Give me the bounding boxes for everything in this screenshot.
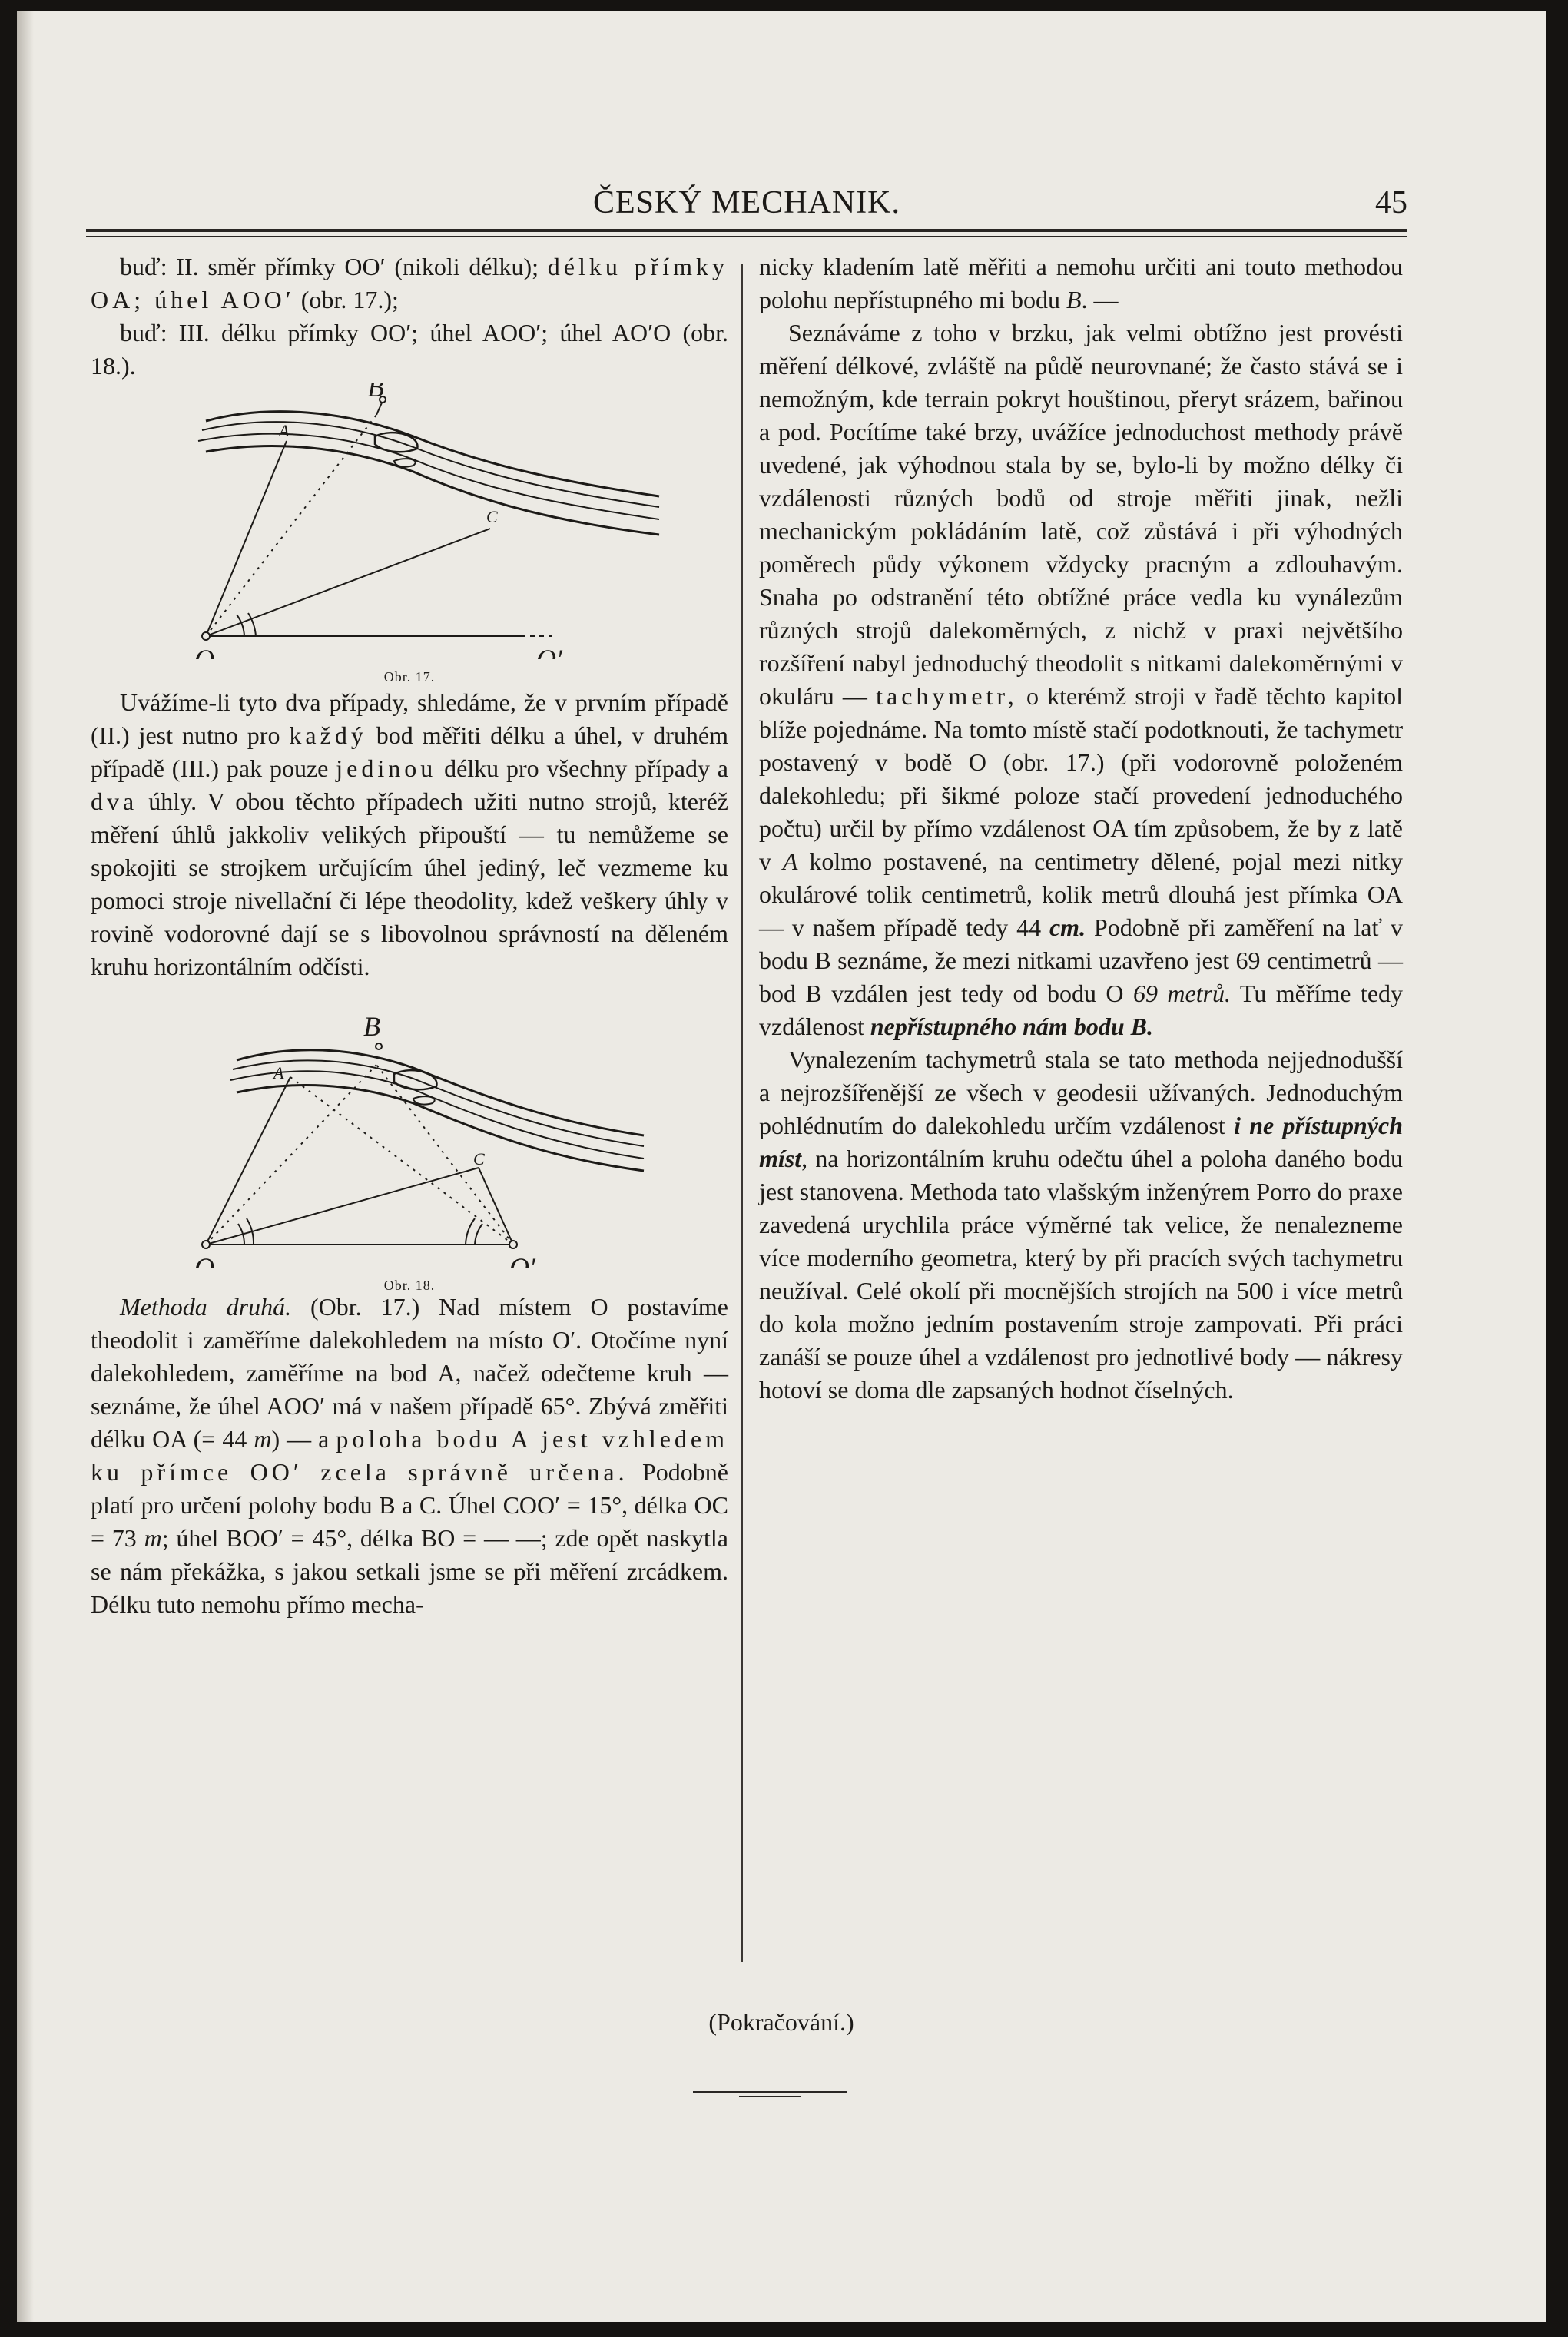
measurement-lines: [206, 1065, 513, 1245]
label-O: O: [194, 1252, 214, 1268]
figure-17-caption: Obr. 17.: [383, 669, 436, 685]
point-O-prime: [509, 1241, 517, 1248]
label-O-prime: O′: [536, 644, 562, 659]
page: [17, 11, 1546, 2322]
river-band: [198, 412, 659, 535]
page-number: 45: [1375, 185, 1407, 220]
end-ornament-rule: [693, 2091, 847, 2093]
point-O: [202, 632, 210, 640]
label-C: C: [486, 507, 498, 526]
binding-edge: [17, 11, 34, 2322]
line-OA: [206, 441, 287, 636]
header-rule: [86, 229, 1407, 232]
column-divider: [741, 264, 743, 1962]
label-C: C: [473, 1149, 485, 1168]
figure-17-diagram: [91, 383, 728, 659]
method-two-heading: Methoda druhá.: [120, 1293, 292, 1321]
end-ornament-rule-short: [739, 2096, 801, 2097]
line-OA: [206, 1077, 290, 1245]
label-A: A: [273, 1063, 284, 1082]
label-O-prime: O′: [509, 1252, 535, 1268]
river-band: [230, 1050, 644, 1171]
paragraph-continued: nicky kladením latě měřiti a nemohu určiti ani touto methodou polohu nepřístupného mi bodu B. —: [759, 253, 1403, 313]
label-O: O: [194, 644, 214, 659]
point-O: [202, 1241, 210, 1248]
label-B: B: [363, 1011, 380, 1042]
point-B: [376, 1043, 382, 1049]
continuation-note: (Pokračování.): [708, 2008, 854, 2036]
paragraph-tachymeter: Seznáváme z toho v brzku, jak velmi obtížno jest provésti měření délkové, zvláště na půdě neurovnané; že často stává se i nemožným, kde terrain pokryt houštinou, přeryt srázem, bařinou a pod. Pocítíme také brzy, uvážíce jednoduchost methody právě uvedené, jak výhodnou stala by se, bylo-li by možno délky či vzdálenosti různých bodů od stroje měřiti jinak, nežli mechanickým pokládáním latě, což zůstává i při výhodných poměrech půdy výkonem vždycky pracným a zdlouhavým. Snaha po odstranění této obtížné práce vedla ku vynálezům různých strojů dalekoměrných, z nichž v praxi největšího rozšíření nabyl jednoduchý theodolit s nitkami dalekoměrnými v okuláru — tachymetr, o kterémž stroji v řadě těchto kapitol blíže pojednáme. Na tomto místě stačí podotknouti, že tachymetr postavený v bodě O (obr. 17.) (při vodorovně položeném dalekohledu; při šikmé poloze stačí provedení jednoduchého počtu) určil by přímo vzdálenost OA tím způsobem, že by z latě v A kolmo postavené, na centimetry dělené, pojal mezi nitky okulárové tolik centimetrů, kolik metrů dlouhá jest přímka OA — v našem případě tedy 44 cm. Podobně při zaměření na lať v bodu B seznáme, že mezi nitkami uzavřeno jest 69 centimetrů — bod B vzdálen jest tedy od bodu O 69 metrů. Tu měříme tedy vzdálenost nepřístupného nám bodu B.: [759, 319, 1404, 1040]
line-OB: [206, 1065, 376, 1245]
paragraph-comparison: Uvážíme-li tyto dva případy, shledáme, že v prvním případě (II.) jest nutno pro každý bod měřiti délku a úhel, v druhém případě (III.) pak pouze jedinou délku pro všechny případy a dva úhly. V obou těchto případech užiti nutno strojů, kteréž měření úhlů jakkoliv velikých připouští — tu nemůžeme se spokojiti se strojkem určujícím úhel jediný, leč vezmeme ku pomoci stroje nivellační či lépe theodolity, kdež veškery úhly v rovině vodorovné dají se s libovolnou správností na děleném kruhu horizontálním odčísti.: [91, 688, 729, 980]
figure-18-diagram: [91, 991, 728, 1268]
figure-18-caption: Obr. 18.: [383, 1278, 436, 1293]
header-rule-thin: [86, 236, 1407, 237]
left-column: [91, 250, 728, 1621]
figure-18: [91, 991, 728, 1291]
journal-title: ČESKÝ MECHANIK.: [592, 185, 900, 220]
running-header: [86, 181, 1407, 224]
line-OC: [206, 529, 490, 636]
case-three: buď: III. délku přímky OO′; úhel AOO′; úhel AO′O (obr. 18.).: [91, 319, 729, 380]
paragraph-method-two: Methoda druhá. (Obr. 17.) Nad místem O postavíme theodolit i zaměříme dalekohledem na místo O′. Otočíme nyní dalekohledem, zaměříme na bod A, načež odečteme kruh — seznáme, že úhel AOO′ má v našem případě 65°. Zbývá změřiti délku OA (= 44 m) — a poloha bodu A jest vzhledem ku přímce OO′ zcela správně určena. Podobně platí pro určení polohy bodu B a C. Úhel COO′ = 15°, délka OC = 73 m; úhel BOO′ = 45°, délka BO = — —; zde opět naskytla se nám překážka, s jakou setkali jsme se při měření zrcádkem. Délku tuto nemohu přímo mecha-: [91, 1293, 729, 1618]
label-A: A: [279, 421, 290, 440]
case-two: buď: II. směr přímky OO′ (nikoli délku); délku přímky OA; úhel AOO′ (obr. 17.);: [91, 253, 728, 313]
label-B: B: [367, 383, 384, 403]
figure-17: [91, 383, 728, 686]
paragraph-invention: Vynalezením tachymetrů stala se tato methoda nejjednodušší a nejrozšířenější ze všech v geodesii užívaných. Jednoduchým pohlédnutím do dalekohledu určím vzdálenost i ne přístupných míst, na horizontálním kruhu odečtu úhel a poloha daného bodu jest stanovena. Methoda tato vlašským inženýrem Porro do praxe zavedená urychlila práce výměrné tak velice, že nenalezneme více moderního geometra, který by při pracích svých tachymetru neužíval. Celé okolí při mocnějších strojích na 500 i více metrů do kola možno jedním postavením stroje zampovati. Při práci zanáší se pouze úhel a vzdálenost pro jednotlivé body — nákresy hotoví se doma dle zapsaných hodnot číselných.: [759, 1046, 1404, 1404]
right-column: [759, 250, 1403, 1407]
line-OC: [206, 1168, 479, 1245]
